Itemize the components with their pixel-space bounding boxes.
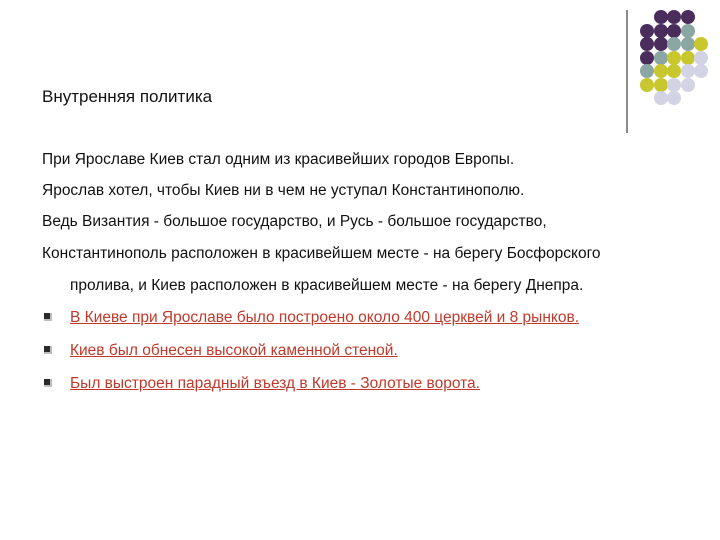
decorative-dot [667, 91, 681, 105]
decorative-dot [681, 24, 695, 38]
decorative-dot [681, 51, 695, 65]
decorative-dot [681, 64, 695, 78]
decorative-dot [681, 78, 695, 92]
paragraph-2: Ярослав хотел, чтобы Киев ни в чем не уступал Константинополю. [42, 182, 525, 199]
decorative-dot [640, 51, 654, 65]
decorative-dot [667, 51, 681, 65]
paragraph-4: Константинополь расположен в красивейшем месте - на берегу Босфорского [42, 245, 601, 262]
decorative-dot [640, 37, 654, 51]
decorative-dot [667, 78, 681, 92]
decorative-dot [694, 64, 708, 78]
paragraph-4-continuation: пролива, и Киев расположен в красивейшем месте - на берегу Днепра. [70, 277, 584, 294]
decorative-dot [667, 10, 681, 24]
decorative-dot [654, 64, 668, 78]
decorative-dot [654, 91, 668, 105]
square-bullet-icon [44, 313, 52, 321]
slide-title: Внутренняя политика [42, 87, 213, 106]
decorative-dot [654, 10, 668, 24]
decorative-dot [681, 10, 695, 24]
decorative-dot [640, 64, 654, 78]
square-bullet-icon [44, 346, 52, 354]
decorative-dot [654, 78, 668, 92]
decorative-dot [640, 24, 654, 38]
decorative-vertical-line [626, 10, 628, 133]
decorative-dot [667, 64, 681, 78]
decorative-dot [667, 37, 681, 51]
decorative-dot [694, 37, 708, 51]
bullet-link-golden-gate[interactable]: Был выстроен парадный въезд в Киев - Золотые ворота. [70, 375, 480, 392]
paragraph-3: Ведь Византия - большое государство, и Русь - большое государство, [42, 213, 547, 230]
decorative-dot [694, 51, 708, 65]
decorative-dot [640, 78, 654, 92]
decorative-dot [654, 37, 668, 51]
bullet-link-churches[interactable]: В Киеве при Ярославе было построено около 400 церквей и 8 рынков. [70, 309, 579, 326]
decorative-dot [654, 51, 668, 65]
decorative-dot [654, 24, 668, 38]
decorative-dot [681, 37, 695, 51]
bullet-link-wall[interactable]: Киев был обнесен высокой каменной стеной. [70, 342, 398, 359]
decorative-dot [667, 24, 681, 38]
paragraph-1: При Ярославе Киев стал одним из красивейших городов Европы. [42, 151, 515, 168]
square-bullet-icon [44, 379, 52, 387]
